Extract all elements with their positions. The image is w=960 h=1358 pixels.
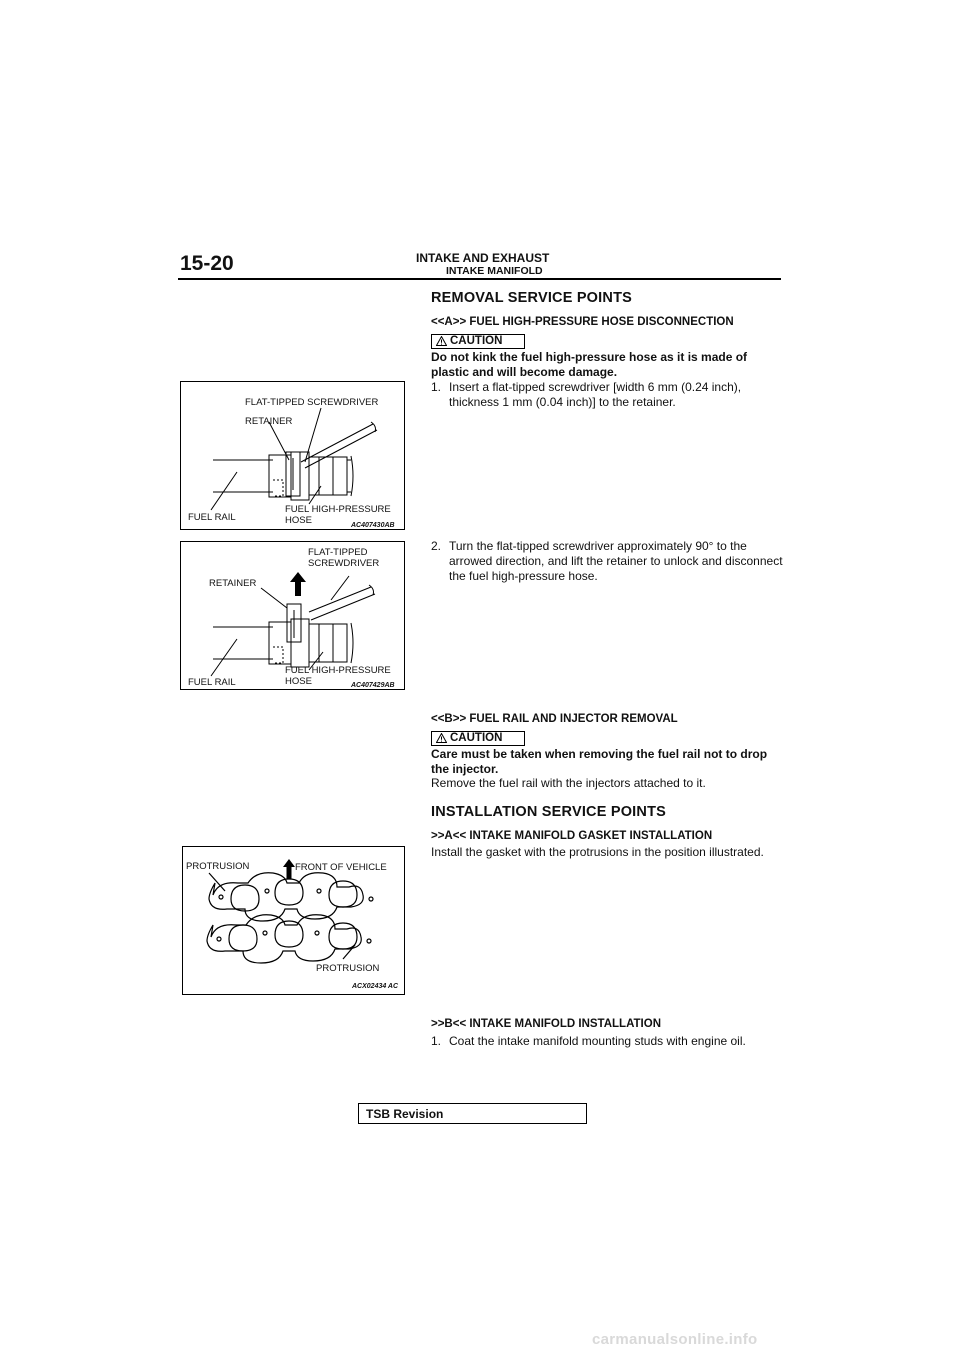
front-arrow-icon: [283, 859, 295, 879]
step-item: [431, 380, 791, 410]
header-rule: [178, 278, 781, 280]
label-retainer: RETAINER: [245, 416, 293, 427]
label-screwdriver: FLAT-TIPPED SCREWDRIVER: [245, 397, 379, 408]
label-retainer: RETAINER: [209, 578, 257, 589]
step-item: [431, 539, 791, 584]
caution-box: [431, 731, 525, 746]
figure-code: AC407429AB: [351, 682, 395, 689]
subsection-title: INTAKE MANIFOLD: [446, 265, 543, 277]
removal-b-heading: <<B>> FUEL RAIL AND INJECTOR REMOVAL: [431, 713, 678, 725]
label-protrusion-top: PROTRUSION: [186, 861, 250, 872]
installation-title: INSTALLATION SERVICE POINTS: [431, 804, 666, 820]
section-title: INTAKE AND EXHAUST: [416, 251, 550, 265]
label-front-of-vehicle: FRONT OF VEHICLE: [295, 862, 387, 873]
figure-code: AC407430AB: [351, 522, 395, 529]
body-text: Remove the fuel rail with the injectors attached to it.: [431, 776, 706, 790]
warning-triangle-icon: [436, 336, 447, 346]
warning-triangle-icon: [436, 733, 447, 743]
removal-a-heading: <<A>> FUEL HIGH-PRESSURE HOSE DISCONNECTION: [431, 316, 734, 328]
watermark: carmanualsonline.info: [592, 1331, 758, 1348]
installation-a-heading: >>A<< INTAKE MANIFOLD GASKET INSTALLATION: [431, 830, 713, 842]
up-arrow-icon: [290, 572, 306, 596]
step-text: Turn the flat-tipped screwdriver approximately 90° to the arrowed direction, and lift the retainer to unlock and disconnect the fuel high-pressure hose.: [449, 539, 783, 583]
label-hose: FUEL HIGH-PRESSURE HOSE: [285, 504, 391, 526]
step-text: Coat the intake manifold mounting studs with engine oil.: [449, 1034, 746, 1048]
label-protrusion-bottom: PROTRUSION: [316, 963, 380, 974]
step-number: 1.: [431, 1034, 442, 1048]
caution-text: Do not kink the fuel high-pressure hose as it is made of plastic and will become damage.: [431, 350, 748, 379]
installation-b-heading: >>B<< INTAKE MANIFOLD INSTALLATION: [431, 1018, 662, 1030]
label-fuel-rail: FUEL RAIL: [188, 512, 236, 523]
tsb-revision-box: TSB Revision: [358, 1103, 587, 1124]
label-fuel-rail: FUEL RAIL: [188, 677, 236, 688]
step-number: 2.: [431, 539, 442, 553]
page-number: 15-20: [180, 252, 234, 275]
step-number: 1.: [431, 380, 442, 394]
caution-label: CAUTION: [450, 732, 503, 744]
label-screwdriver: FLAT-TIPPED SCREWDRIVER: [308, 547, 380, 569]
caution-box: [431, 334, 525, 349]
caution-text: Care must be taken when removing the fuel rail not to drop the injector.: [431, 747, 768, 776]
figure-gasket: [182, 846, 405, 995]
caution-label: CAUTION: [450, 335, 503, 347]
step-item: [431, 1034, 791, 1050]
step-text: Insert a flat-tipped screwdriver [width 6 mm (0.24 inch), thickness 1 mm (0.04 inch)] to the retainer.: [449, 380, 742, 409]
figure-code: ACX02434 AC: [352, 983, 399, 990]
removal-title: REMOVAL SERVICE POINTS: [431, 290, 632, 306]
figure-retainer-insert: [180, 381, 405, 530]
figure-retainer-lift: [180, 541, 405, 690]
label-hose: FUEL HIGH-PRESSURE HOSE: [285, 665, 391, 687]
body-text: Install the gasket with the protrusions in the position illustrated.: [431, 845, 764, 859]
